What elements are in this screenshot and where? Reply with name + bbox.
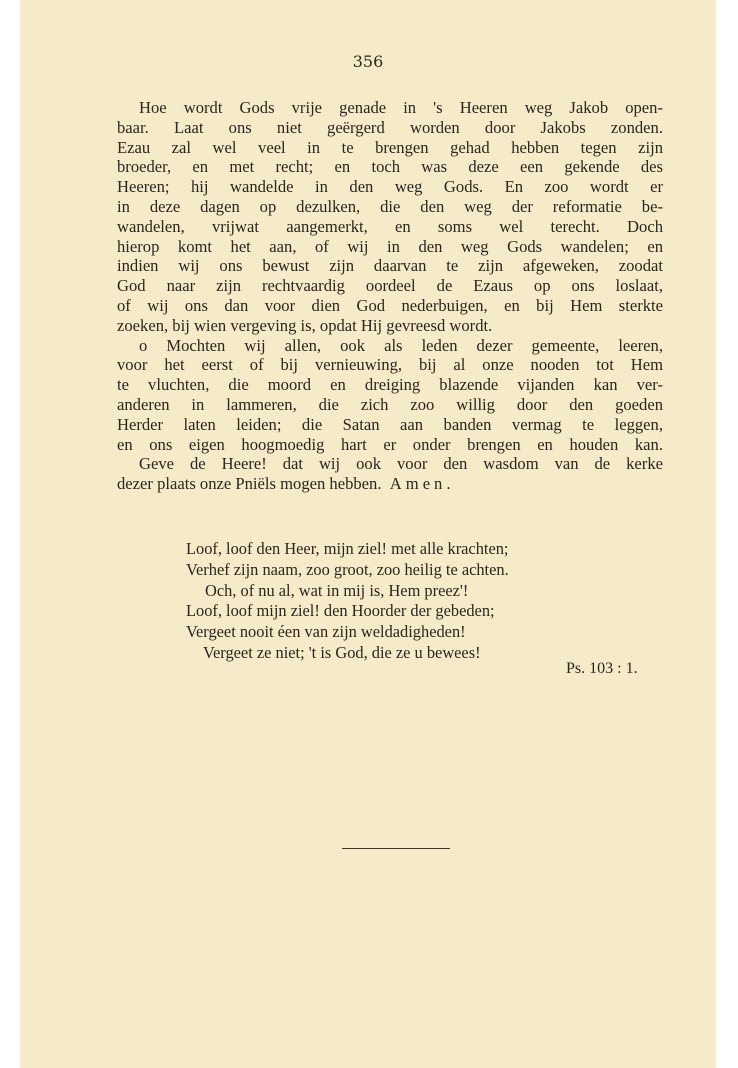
sermon-text [117,98,663,494]
text-line: broeder, en met recht; en toch was deze een gekende des [117,157,663,177]
psalm-reference: Ps. 103 : 1. [566,660,638,677]
text-line: in deze dagen op dezulken, die den weg der reformatie be- [117,196,663,216]
paragraph-1 [117,98,663,336]
poem-line: Loof, loof den Heer, mijn ziel! met alle krachten; [186,539,509,558]
end-rule-divider [342,848,450,849]
book-page [20,0,716,1068]
text-line: baar. Laat ons niet geërgerd worden door Jakobs zonden. [117,117,663,137]
text-line: Heeren; hij wandelde in den weg Gods. En zoo wordt er [117,177,663,197]
text-line: dezer plaats onze Pniëls mogen hebben. [117,474,382,494]
text-line: o Mochten wij allen, ook als leden dezer gemeente, leeren, [139,335,663,355]
text-line-with-closing [117,474,663,494]
poem-line: Och, of nu al, wat in mij is, Hem preez'! [205,580,469,600]
text-line: indien wij ons bewust zijn daarvan te zijn afgeweken, zoodat [117,256,663,276]
text-line: voor het eerst of bij vernieuwing, bij al onze nooden tot Hem [117,355,663,375]
poem-line: Verhef zijn naam, zoo groot, zoo heilig te achten. [186,559,509,579]
text-line: Ezau zal wel veel in te brengen gehad hebben tegen zijn [117,137,663,157]
paragraph-2 [117,336,663,455]
text-line: hierop komt het aan, of wij in den weg Gods wandelen; en [117,236,663,256]
text-line: en ons eigen hoogmoedig hart er onder brengen en houden kan. [117,434,663,454]
text-line: Herder laten leiden; die Satan aan banden vermag te leggen, [117,414,663,434]
text-line: God naar zijn rechtvaardig oordeel de Ezaus op ons loslaat, [117,276,663,296]
poem-line: Loof, loof mijn ziel! den Hoorder der gebeden; [186,601,495,621]
paragraph-3 [117,454,663,494]
text-line: te vluchten, die moord en dreiging blazende vijanden kan ver- [117,375,663,395]
text-line: wandelen, vrijwat aangemerkt, en soms wel terecht. Doch [117,216,663,236]
closing-amen: Amen. [389,474,455,494]
poem-line: Vergeet nooit éen van zijn weldadigheden! [186,622,466,642]
text-line: Geve de Heere! dat wij ook voor den wasdom van de kerke [139,454,663,474]
text-line: Hoe wordt Gods vrije genade in 's Heeren weg Jakob open- [139,98,663,117]
text-line: zoeken, bij wien vergeving is, opdat Hij gevreesd wordt. [117,315,493,335]
text-line: anderen in lammeren, die zich zoo willig door den goeden [117,394,663,414]
poem-line: Vergeet ze niet; 't is God, die ze u bewees! [203,642,481,662]
page-number: 356 [352,52,384,71]
hymn-verse [186,539,509,664]
text-line: of wij ons dan voor dien God nederbuigen, en bij Hem sterkte [117,295,663,315]
